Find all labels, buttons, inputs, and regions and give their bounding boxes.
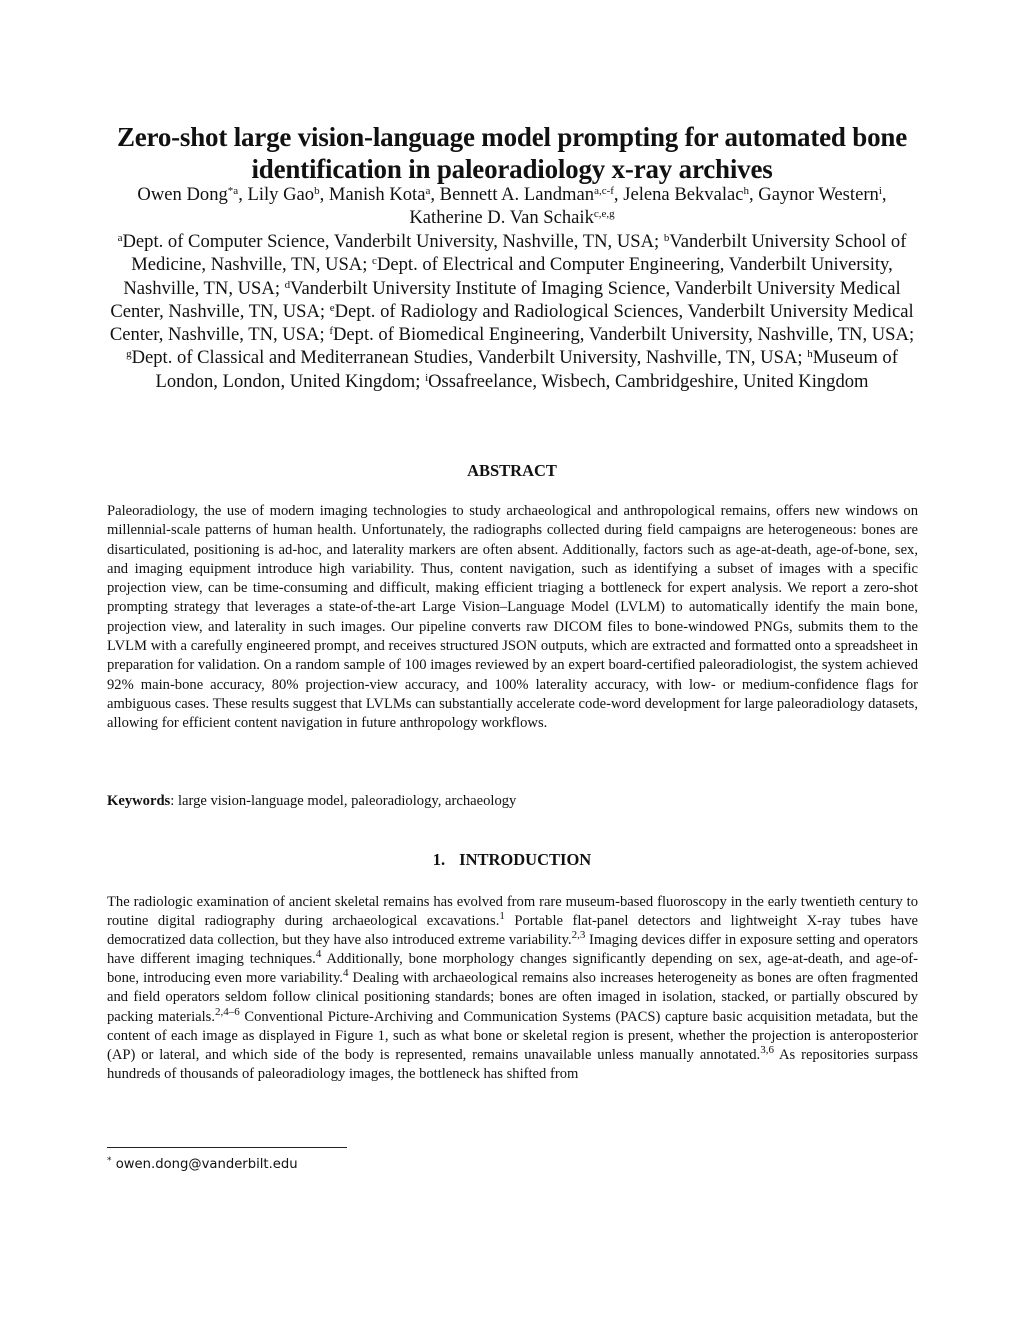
author-list [100, 183, 924, 229]
affiliation: $^c$Dept. of Electrical and Computer Engineering, Vanderbilt University, Nashville, TN, USA; [123, 254, 893, 299]
introduction-body: The radiologic examination of ancient skeletal remains has evolved from rare museum-based fluoroscopy in the early twentieth century to routine digital radiography during archaeological excavations.$^1$ Portable flat-panel detectors and lightweight X-ray tubes have democratized data collection, but they have also introduced extreme variability.$^{2,3}$ Imaging devices differ in exposure setting and operators have different imaging techniques.$^4$ Additionally, bone morphology changes significantly depending on sex, age-at-death, and age-of-bone, introducing even more variability.$^4$ Dealing with archaeological remains also increases heterogeneity as bones are often fragmented and field operators seldom follow clinical positioning standards; bones are often imaged in isolation, stacked, or partially obscured by packing materials.$^{2,4-6}$ Conventional Picture-Archiving and Communication Systems (PACS) capture basic acquisition metadata, but the content of each image as displayed in Figure 1, such as what bone or skeletal region is present, whether the projection is anteroposterior (AP) or lateral, and which side of the body is represented, remains unavailable unless manually annotated.$^{3,6}$ As repositories surpass hundreds of thousands of paleoradiology images, the bottleneck has shifted from [107, 894, 919, 1082]
section-number: 1. [432, 850, 446, 869]
paper-title [60, 121, 964, 185]
abstract-body: Paleoradiology, the use of modern imaging technologies to study archaeological and anthropological remains, offers new windows on millennial-scale patterns of human health. Unfortunately, the radiographs collected during field campaigns are heterogeneous: bones are disarticulated, positioning is ad-hoc, and laterality markers are often absent. Additionally, factors such as age-at-death, age-of-bone, sex, and imaging equipment introduce high variability. Thus, content navigation, such as identifying a subset of images with a specific projection view, can be time-consuming and difficult, making efficient triaging a bottleneck for expert analysis. We report a zero-shot prompting strategy that leverages a state-of-the-art Large Vision–Language Model (LVLM) to automatically identify the main bone, projection view, and laterality in such images. Our pipeline converts raw DICOM files to bone-windowed PNGs, submits them to the LVLM with a carefully engineered prompt, and receives structured JSON outputs, which are extracted and formatted onto a spreadsheet in preparation for validation. On a random sample of 100 images reviewed by an expert board-certified paleoradiologist, the system achieved 92% main-bone accuracy, 80% projection-view accuracy, and 100% laterality accuracy, with low- or medium-confidence flags for ambiguous cases. These results suggest that LVLMs can substantially accelerate code-word development for large paleoradiology datasets, allowing for efficient content navigation in future anthropology workflows. [107, 503, 918, 732]
citation: 3,6 [760, 1043, 774, 1056]
affiliation: $^h$Museum of London, London, United Kingdom; [155, 347, 898, 392]
affiliation: $^a$Dept. of Computer Science, Vanderbilt University, Nashville, TN, USA; [117, 231, 664, 252]
author: Jelena Bekvalac$^h$, [623, 184, 759, 205]
affiliation: $^d$Vanderbilt University Institute of Imaging Science, Vanderbilt University Medical Center, Nashville, TN, USA; [110, 277, 901, 322]
keywords-label: Keywords [107, 793, 171, 809]
author-email: owen.dong@vanderbilt.edu [115, 1157, 298, 1172]
keywords [107, 792, 918, 811]
author: Bennett A. Landman$^{a,c-f}$, [439, 184, 624, 205]
author: Manish Kota$^a$, [328, 184, 440, 205]
title-line-2: identification in paleoradiology x-ray archives [251, 154, 773, 184]
affiliations [100, 230, 924, 393]
affiliation: $^b$Vanderbilt University School of Medicine, Nashville, TN, USA; [131, 231, 907, 276]
keywords-text: : large vision-language model, paleoradiology, archaeology [170, 793, 517, 809]
title-line-1: Zero-shot large vision-language model prompting for automated bone [116, 122, 908, 152]
citation: 2,3 [571, 929, 586, 942]
section-title: INTRODUCTION [459, 850, 592, 869]
author: Owen Dong$^{*a}$, [137, 184, 248, 205]
footnote-marker: * [107, 1156, 112, 1166]
author: Lily Gao$^b$, [247, 184, 329, 205]
affiliation: $^g$Dept. of Classical and Mediterranean Studies, Vanderbilt University, Nashville, TN, USA; [126, 347, 808, 369]
affiliation: $^i$Ossafreelance, Wisbech, Cambridgeshire, United Kingdom [425, 370, 869, 392]
citation: 2,4–6 [215, 1005, 240, 1018]
section-heading-introduction [0, 850, 1024, 870]
footnote [107, 1156, 298, 1174]
affiliation: $^e$Dept. of Radiology and Radiological Sciences, Vanderbilt University Medical Center, Nashville, TN, USA; [109, 300, 914, 346]
citation: 1 [499, 910, 505, 923]
author: Katherine D. Van Schaik$^{c,e,g}$ [409, 207, 615, 228]
footnote-divider [107, 1147, 347, 1148]
affiliation: $^f$Dept. of Biomedical Engineering, Vanderbilt University, Nashville, TN, USA; [329, 324, 915, 346]
citation: 4 [315, 948, 322, 961]
author: Gaynor Western$^i$, [758, 184, 887, 205]
citation: 4 [342, 967, 349, 980]
abstract-heading: ABSTRACT [467, 461, 557, 480]
